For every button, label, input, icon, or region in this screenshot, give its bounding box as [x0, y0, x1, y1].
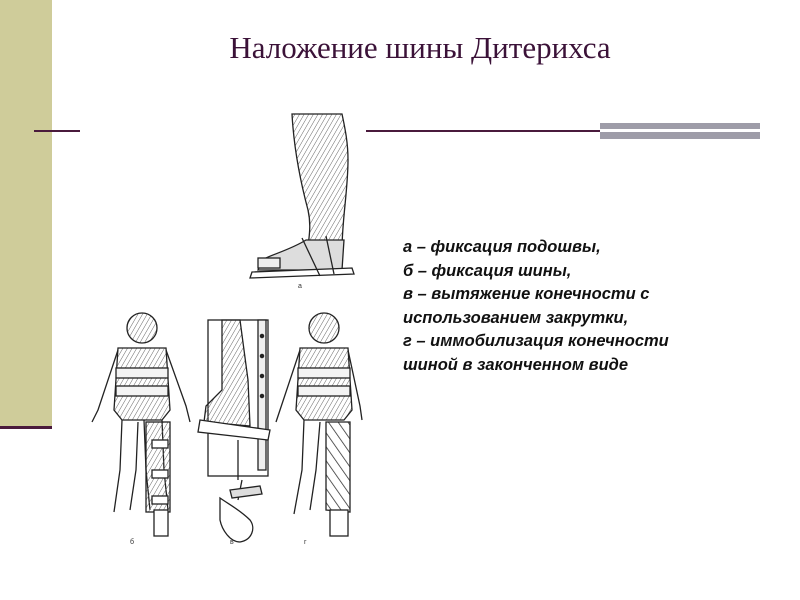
- panel-label-g: г: [304, 539, 307, 546]
- caption-text: [403, 236, 753, 377]
- side-band-rule: [0, 426, 52, 429]
- panel-a-leg-sole: [250, 114, 354, 278]
- panel-b-body-splint: [92, 313, 190, 536]
- panel-g-completed: [276, 313, 362, 536]
- caption-line: в – вытяжение конечности с: [403, 285, 650, 303]
- title-rule-middle: [366, 130, 602, 132]
- caption-line: г – иммобилизация конечности: [403, 332, 669, 350]
- title-rule-left: [34, 130, 80, 132]
- panel-label-a: а: [298, 283, 302, 290]
- panel-label-b: б: [130, 539, 135, 546]
- caption-line: использованием закрутки,: [403, 308, 629, 327]
- splint-illustration: [80, 110, 366, 546]
- panel-v-traction-twist: [198, 320, 270, 542]
- caption-line: а – фиксация подошвы,: [403, 238, 601, 256]
- page-title: Наложение шины Дитерихса: [229, 30, 611, 65]
- caption-line: б – фиксация шины,: [403, 261, 572, 280]
- panel-label-v: в: [230, 539, 234, 546]
- caption-line: шиной в законченном виде: [403, 355, 629, 374]
- title-accent-bar: [600, 123, 760, 139]
